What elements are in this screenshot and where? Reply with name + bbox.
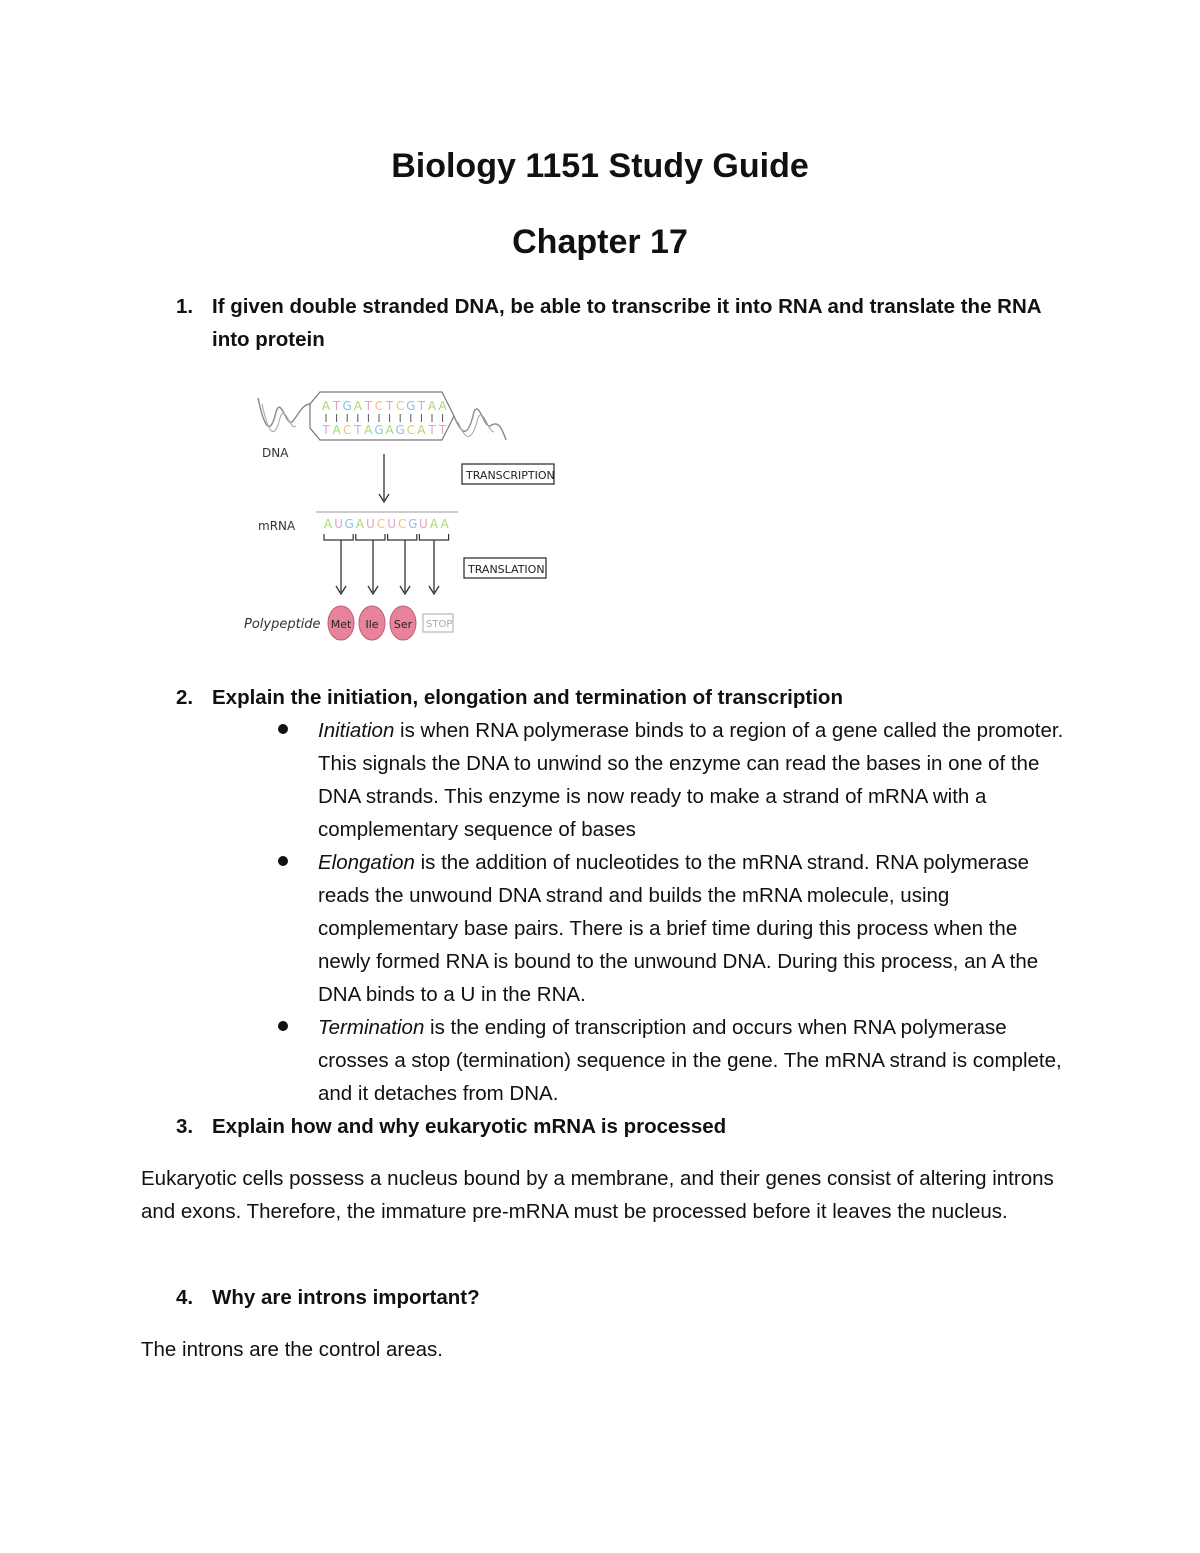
- dna-top-base: C: [374, 399, 384, 413]
- codon-bracket: [324, 534, 353, 540]
- mrna-base: U: [419, 517, 428, 531]
- answer-4: The introns are the control areas.: [141, 1338, 443, 1361]
- dna-top-base: A: [427, 399, 437, 413]
- transcription-translation-diagram: [236, 382, 576, 652]
- dna-bottom-base: A: [364, 423, 373, 437]
- term-elongation: Elongation: [318, 851, 415, 874]
- question-text: If given double stranded DNA, be able to transcribe it into RNA and translate the RNA into protein: [212, 295, 1041, 351]
- question-1: [176, 290, 1056, 356]
- question-2: [176, 681, 1056, 714]
- transcription-label: TRANSCRIPTION: [466, 469, 555, 482]
- dna-top-base: G: [406, 399, 416, 413]
- dna-right-wave: [454, 409, 506, 440]
- dna-bottom-base: T: [438, 423, 447, 437]
- dna-top-base: T: [417, 399, 426, 413]
- list-item-elongation: [278, 846, 1068, 1011]
- chapter-heading: Chapter 17: [512, 223, 688, 261]
- dna-top-base: A: [353, 399, 362, 413]
- list-item-termination: [278, 1011, 1068, 1110]
- stop-label: STOP: [426, 619, 453, 630]
- dna-bottom-base: A: [385, 423, 394, 437]
- mrna-base: C: [376, 517, 386, 531]
- dna-top-base: T: [332, 399, 341, 413]
- answer-3: Eukaryotic cells possess a nucleus bound by a membrane, and their genes consist of altering introns and exons. Therefore, the immature pre-mRNA must be processed before it leaves the nucleus.: [141, 1167, 1054, 1223]
- bullet-icon: [278, 724, 288, 734]
- question-number: 1.: [176, 295, 194, 318]
- amino-acid-label: Ile: [365, 618, 379, 631]
- term-termination: Termination: [318, 1016, 425, 1039]
- mrna-base: G: [408, 517, 418, 531]
- dna-left-wave: [258, 398, 310, 426]
- dna-top-base: G: [342, 399, 352, 413]
- mrna-base: U: [366, 517, 375, 531]
- dna-top-base: C: [396, 399, 405, 413]
- mrna-base: A: [429, 517, 439, 531]
- transcription-stages-list: [278, 714, 1068, 1110]
- bullet-icon: [278, 1021, 288, 1031]
- dna-right-wave-2: [458, 415, 494, 437]
- dna-left-wave-2: [262, 404, 296, 432]
- dna-bottom-base: A: [332, 423, 341, 437]
- dna-bottom-base: C: [406, 423, 415, 437]
- dna-top-base: T: [364, 399, 373, 413]
- dna-bottom-base: A: [417, 423, 426, 437]
- bullet-icon: [278, 856, 288, 866]
- question-text: Explain the initiation, elongation and termination of transcription: [212, 686, 843, 709]
- dna-label: DNA: [262, 446, 289, 460]
- amino-acid-label: Ser: [393, 618, 413, 631]
- mrna-label: mRNA: [258, 519, 296, 533]
- question-number: 3.: [176, 1115, 194, 1138]
- list-item-initiation: [278, 714, 1068, 846]
- mrna-base: A: [440, 517, 449, 531]
- dna-top-base: A: [438, 399, 447, 413]
- question-number: 4.: [176, 1286, 194, 1309]
- question-text: Explain how and why eukaryotic mRNA is processed: [212, 1115, 727, 1138]
- codon-bracket: [419, 534, 448, 540]
- dna-bottom-base: T: [322, 423, 330, 437]
- dna-bottom-base: C: [343, 423, 352, 437]
- dna-bottom-base: T: [428, 423, 436, 437]
- amino-acid-label: Met: [330, 618, 352, 631]
- termination-text: is the ending of transcription and occurs when RNA polymerase crosses a stop (termination) sequence in the gene. The mRNA strand is complete, and it detaches from DNA.: [318, 1016, 1062, 1105]
- question-number: 2.: [176, 686, 194, 709]
- dna-top-base: T: [385, 399, 394, 413]
- question-3: [176, 1110, 1056, 1143]
- term-initiation: Initiation: [318, 719, 395, 742]
- mrna-base: U: [387, 517, 396, 531]
- document-title: Biology 1151 Study Guide: [391, 147, 809, 185]
- elongation-text: is the addition of nucleotides to the mRNA strand. RNA polymerase reads the unwound DNA strand and builds the mRNA molecule, using complementary base pairs. There is a brief time during this process when the newly formed RNA is bound to the unwound DNA. During this process, an A the DNA binds to a U in the RNA.: [318, 851, 1039, 1006]
- mrna-base: A: [323, 517, 333, 531]
- question-4: [176, 1281, 1056, 1314]
- mrna-base: U: [334, 517, 343, 531]
- dna-bottom-base: G: [374, 423, 384, 437]
- initiation-text: is when RNA polymerase binds to a region of a gene called the promoter. This signals the DNA to unwind so the enzyme can read the bases in one of the DNA strands. This enzyme is now ready to make a strand of mRNA with a complementary sequence of bases: [318, 719, 1064, 841]
- polypeptide-label: Polypeptide: [244, 617, 321, 632]
- dna-bottom-base: G: [395, 423, 405, 437]
- question-text: Why are introns important?: [212, 1286, 480, 1309]
- mrna-base: G: [344, 517, 354, 531]
- codon-bracket: [388, 534, 417, 540]
- translation-label: TRANSLATION: [468, 563, 545, 576]
- dna-top-base: A: [321, 399, 331, 413]
- mrna-base: C: [398, 517, 407, 531]
- dna-bottom-base: T: [354, 423, 362, 437]
- codon-bracket: [356, 534, 385, 540]
- mrna-base: A: [355, 517, 364, 531]
